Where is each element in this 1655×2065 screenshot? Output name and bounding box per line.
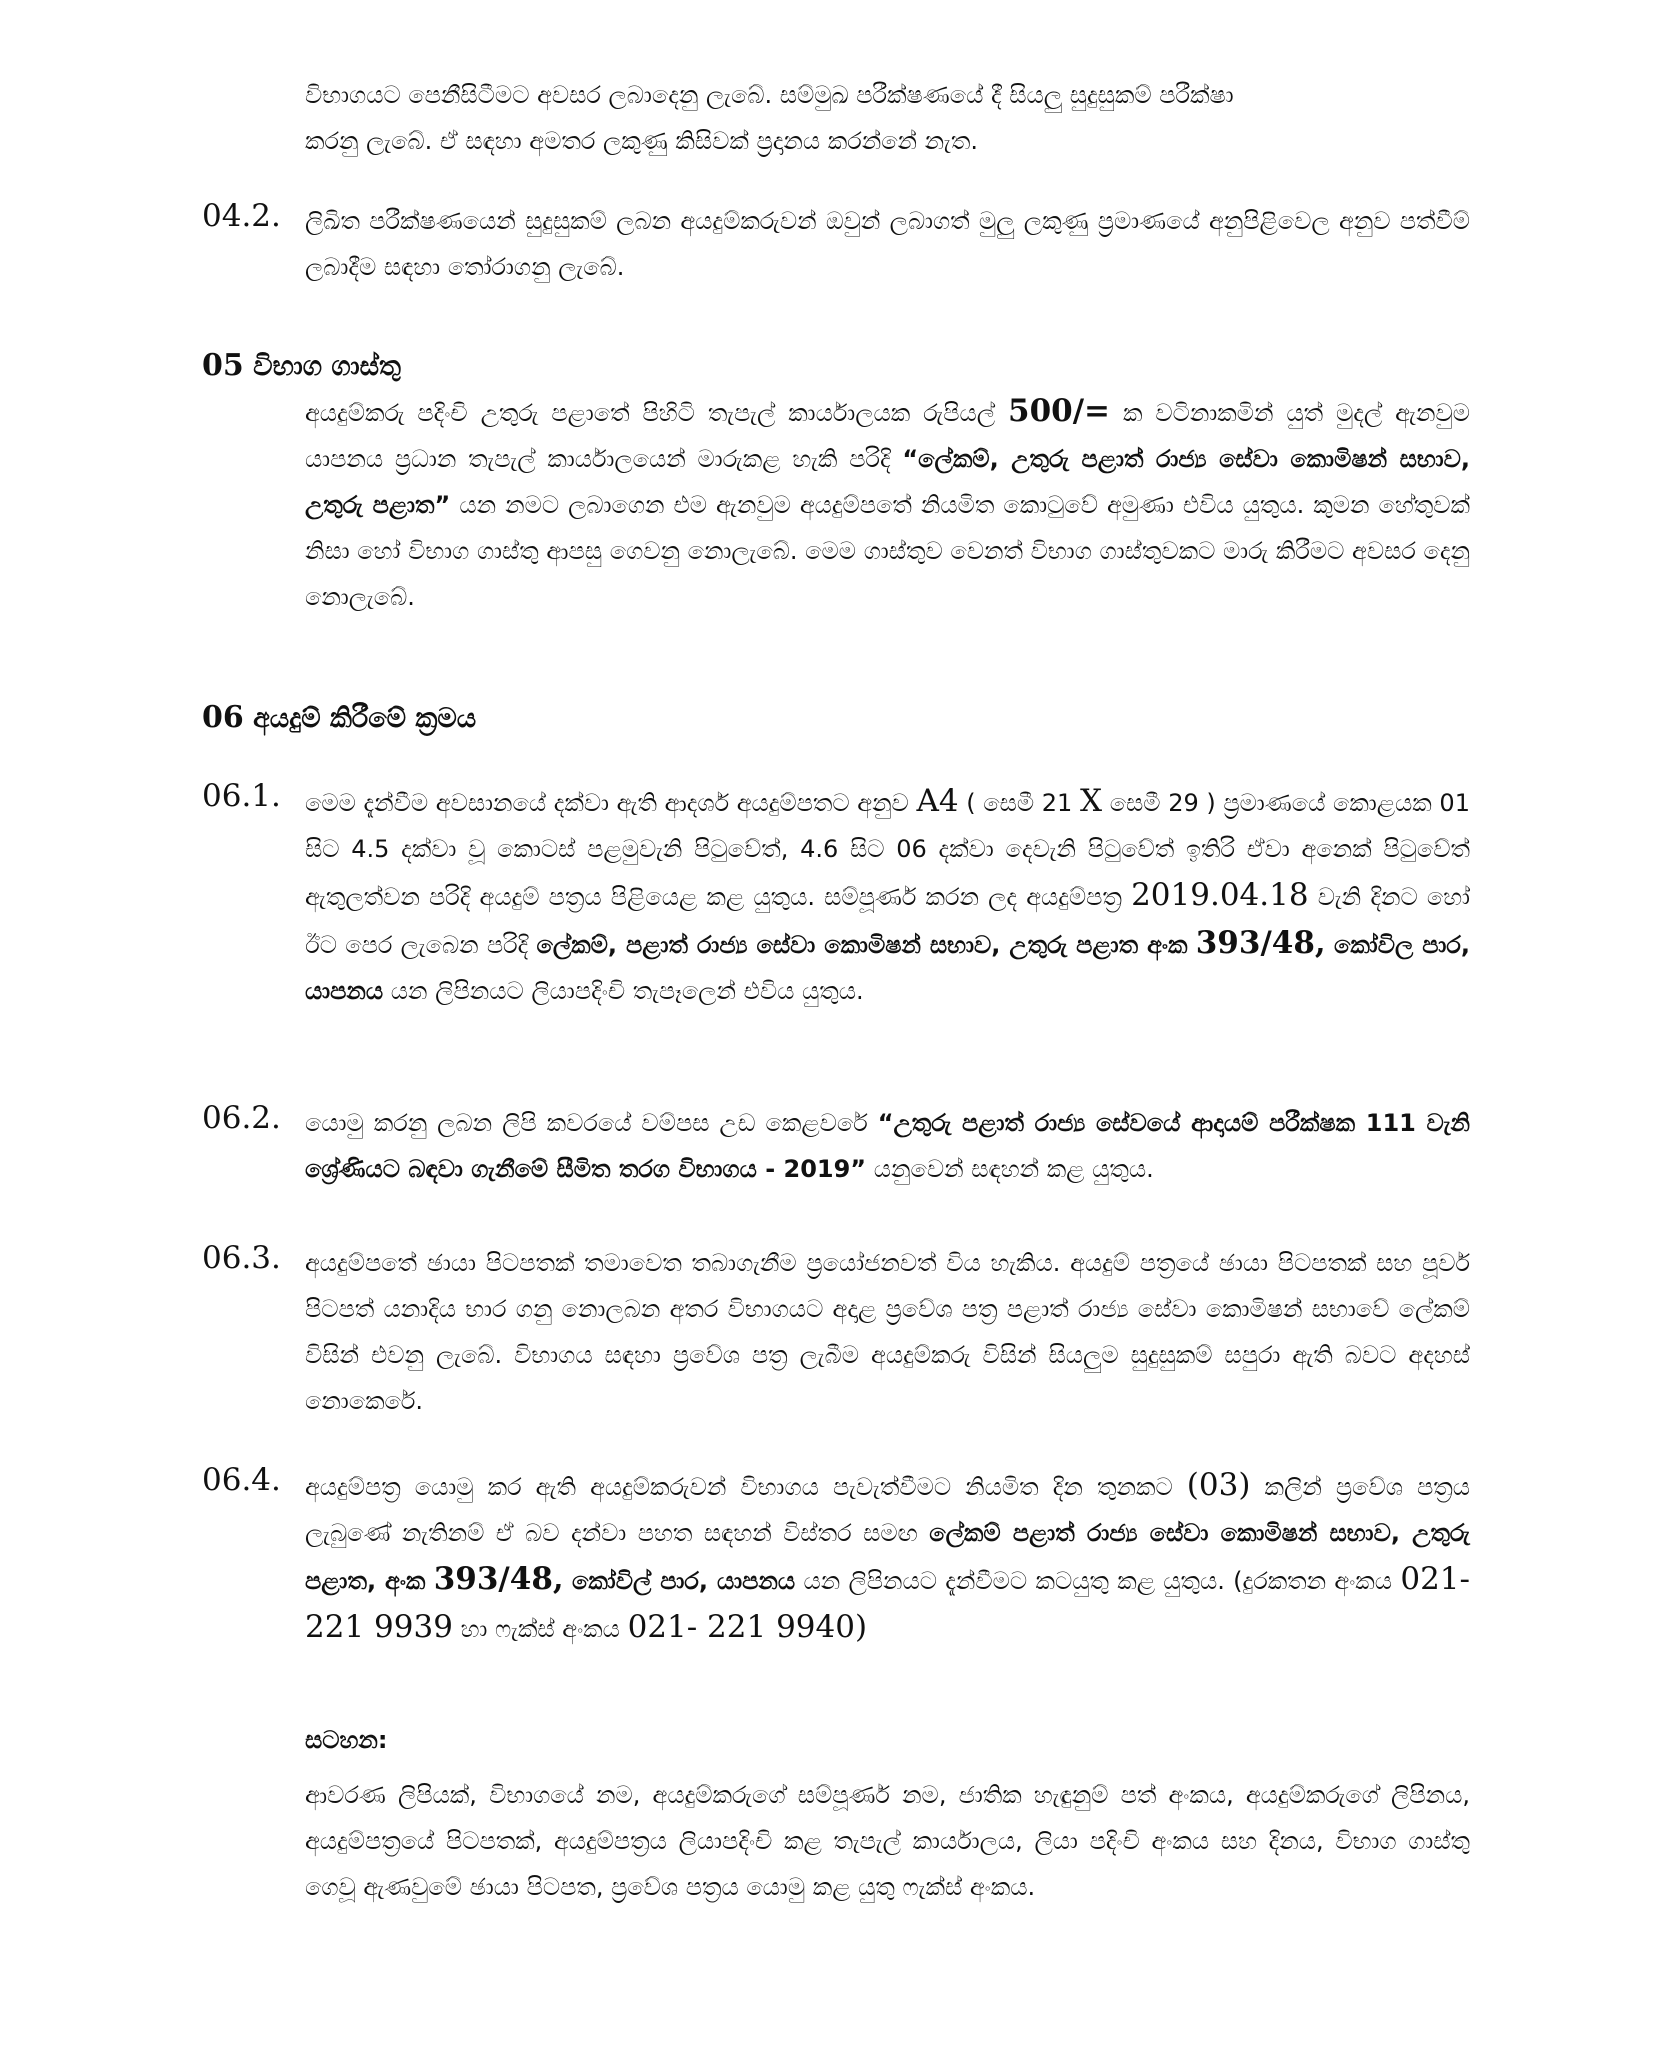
section-06-1-part-a: මෙම දැන්වීම අවසානයේ දක්වා ඇති ආදර්ශ අයදුම්පතට අනුව [305,789,909,817]
fee-amount: 500/= [1008,393,1111,429]
section-06-1-part-b: ( සෙමී 21 [966,789,1073,817]
section-06-1-part-f: යන ලිපිනයට ලියාපදිංචි තැපෑලෙන් එවිය යුතුය. [390,977,864,1005]
address-2-street: කෝවිල් පාර, යාපනය [571,1567,796,1595]
closing-date: 2019.04.18 [1131,877,1309,913]
intro-line-2: කරනු ලැබේ. ඒ සඳහා අමතර ලකුණු කිසිවක් ප්‍රදානය කරන්නේ නැත. [305,127,978,155]
section-06-heading [202,700,476,735]
section-05-part-2: ක වටිනාකමින් යුත් මුදල් ඇනවුම යාපනය ප්‍රධාන තැපැල් කාර්යාලයෙන් මාරුකළ හැකි පරිදි [305,399,1470,473]
address-1-street: කෝවිල පාර, යාපනය [305,931,1471,1005]
intro-paragraph [305,72,1470,164]
section-06-title: අයදුම් කිරීමේ ක්‍රමය [253,703,477,734]
fax-number: 021- 221 9940) [627,1609,868,1645]
section-05-title: විභාග ගාස්තු [253,351,401,382]
section-06-1-part-d: ප්‍රමාණයේ කොළයක 01 සිට 4.5 දක්වා වූ කොටස් පළමුවැනි පිටුවේත්, 4.6 සිට 06 දක්වා දෙවැනි පිටුවේත් ඉතිරි ඒවා අනෙක් පිටුවේත් ඇතුලත්වන පරිදි අයදුම් පත්‍රය පිළියෙළ කළ යුතුය. සම්පූර්ණ කරන ලද අයදුම්පත්‍ර [305,789,1470,911]
section-06-number: 06 [202,700,244,735]
section-06-2-text [305,1100,1470,1192]
paper-size: A4 [916,783,959,819]
section-05-part-3: යන නමට ලබාගෙන එම ඇනවුම අයදුම්පතේ නියමිත කොටුවේ අමුණා එවිය යුතුය. කුමන හේතුවක් නිසා හෝ විභාග ගාස්තු ආපසු ගෙවනු නොලැබේ. මෙම ගාස්තුව වෙනත් විභාග ගාස්තුවකට මාරු කිරීමට අවසර දෙනු නොලැබේ. [305,491,1470,611]
section-06-4-part-a: අයදුම්පත්‍ර යොමු කර ඇති අයදුම්කරුවන් විභාගය පැවැත්වීමට නියමිත දින තුනකට [305,1473,1173,1501]
address-1: ලේකම්, පළාත් රාජ්‍ය සේවා කොමිෂන් සභාව, උතුරු පළාත අංක [536,931,1188,959]
section-06-4-part-c: යන ලිපිනයට දැන්වීමට කටයුතු කළ යුතුය. (දුරකතන අංකය [803,1567,1393,1595]
section-06-4-number: 06.4. [202,1462,281,1498]
section-06-4-text [305,1462,1470,1652]
section-06-3-text: අයදුම්පතේ ඡායා පිටපතක් තමාවෙත තබාගැනීම ප්‍රයෝජනවත් විය හැකිය. අයදුම් පත්‍රයේ ඡායා පිටපතක් සහ පූර්ව පිටපත් යනාදිය භාර ගනු නොලබන අතර විභාගයට අදාළ ප්‍රවේශ පත්‍ර පළාත් රාජ්‍ය සේවා කොමිෂන් සභාවේ ලේකම් විසින් එවනු ලැබේ. විභාගය සඳහා ප්‍රවේශ පත්‍ර ලැබීම අයදුම්කරු විසින් සියලුම සුදුසුකම් සපුරා ඇති බවට අදහස් නොකෙරේ. [305,1249,1470,1415]
address-1-number: 393/48, [1195,925,1326,961]
section-05-part-1: අයදුම්කරු පදිංචි උතුරු පළාතේ පිහිටි තැපැල් කාර්යාලයක රුපියල් [305,399,996,427]
section-06-2-part-a: යොමු කරනු ලබන ලිපි කවරයේ වම්පස උඩ කෙළවරේ [305,1109,868,1137]
times-sign: X [1079,783,1103,819]
section-05-text [305,388,1470,620]
note-text: ආවරණ ලිපියක්, විභාගයේ නම, අයදුම්කරුගේ සම්පූර්ණ නම, ජාතික හැඳුනුම් පත් අංකය, අයදුම්කරුගේ ලිපිනය, අයදුම්පත්‍රයේ පිටපතක්, අයදුම්පත්‍රය ලියාපදිංචි කළ තැපැල් කාර්යාලය, ලියා පදිංචි අංකය සහ දිනය, විභාග ගාස්තු ගෙවූ ඇණවුමේ ඡායා පිටපත, ප්‍රවේශ පත්‍රය යොමු කළ යුතු ෆැක්ස් අංකය. [305,1781,1470,1901]
section-06-3-number: 06.3. [202,1240,281,1276]
payee-name: “ලේකම්, උතුරු පළාත් රාජ්‍ය සේවා කොමිෂන් සභාව, උතුරු පළාත” [305,445,1470,519]
section-06-4-part-b: කලින් ප්‍රවේශ පත්‍රය ලැබුණේ නැතිනම් ඒ බව දන්වා පහත සඳහන් විස්තර සමඟ [305,1473,1470,1547]
intro-line-1: විභාගයට පෙනීසිටීමට අවසර ලබාදෙනු ලැබේ. සම්මුඛ පරීක්ෂණයේ දී සියලු සුදුසුකම් පරීක්ෂා [305,81,1234,109]
section-05-number: 05 [202,348,244,383]
days-count: (03) [1186,1467,1251,1503]
envelope-label: “උතුරු පළාත් රාජ්‍ය සේවයේ ආදායම් පරීක්ෂක 111 වැනි ශ්‍රේණියට බඳවා ගැනීමේ සීමිත තරග විභාගය - 2019” [305,1109,1470,1183]
section-04-2-text: ලිඛිත පරීක්ෂණයෙන් සුදුසුකම් ලබන අයදුම්කරුවන් ඔවුන් ලබාගත් මුලු ලකුණු ප්‍රමාණයේ අනුපිළිවෙල අනුව පත්වීම් ලබාදීම සඳහා තෝරාගනු ලැබේ. [305,207,1470,281]
section-06-4-part-d: හා ෆැක්ස් අංකය [460,1615,620,1643]
section-06-1-part-e: වැනි දිනට හෝ ඊට පෙර ලැබෙන පරිදි [305,883,1470,959]
address-2: ලේකම් පළාත් රාජ්‍ය සේවා කොමිෂන් සභාව, උතුරු පළාත, අංක [305,1519,1470,1595]
section-04-2-number: 04.2. [202,198,281,234]
section-06-1-number: 06.1. [202,778,281,814]
note-title: සටහන: [305,1726,388,1754]
section-06-1-part-c: සෙමී 29 ) [1109,789,1216,817]
telephone-number: 021- 221 9939 [305,1561,1470,1645]
section-05-heading [202,348,401,383]
section-06-2-number: 06.2. [202,1100,281,1136]
section-06-1-text [305,778,1470,1014]
section-06-2-part-b: යනුවෙන් සඳහන් කළ යුතුය. [873,1155,1154,1183]
address-2-number: 393/48, [433,1561,564,1597]
